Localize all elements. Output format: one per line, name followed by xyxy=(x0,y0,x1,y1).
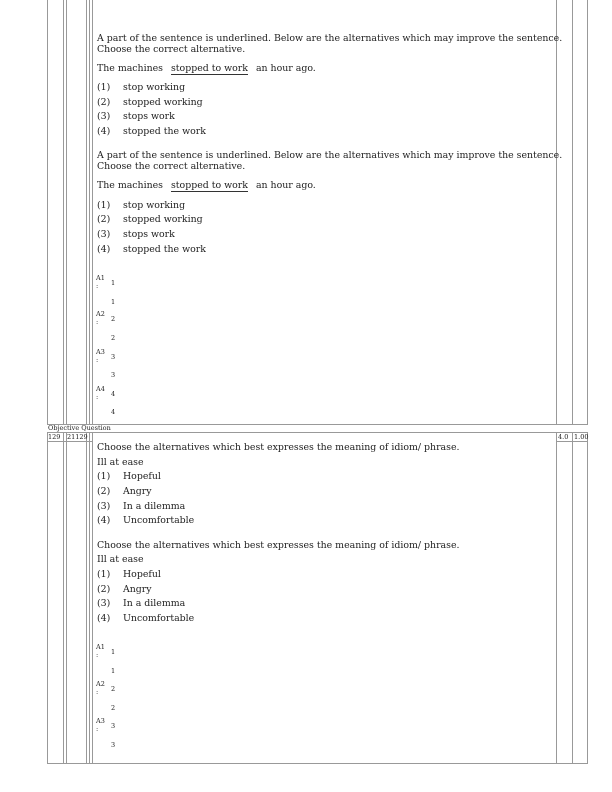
option: (4) stopped the work xyxy=(97,244,206,255)
instruction-line: Choose the alternatives which best expresses the meaning of idiom/ phrase. xyxy=(97,442,460,453)
answer-value: 2 xyxy=(111,315,116,323)
answer-value: 3 xyxy=(111,353,116,361)
answer-label: A1 xyxy=(96,274,105,282)
instruction-line: A part of the sentence is underlined. Below are the alternatives which may improve the sentence. xyxy=(97,150,563,161)
answer-colon: : xyxy=(96,318,99,326)
instruction-line: Choose the correct alternative. xyxy=(97,44,246,55)
option: (2) Angry xyxy=(97,486,152,497)
answer-colon: : xyxy=(96,725,99,733)
sentence-after: an hour ago. xyxy=(255,180,316,191)
answer-colon: : xyxy=(96,356,99,364)
answer-colon: : xyxy=(96,282,99,290)
option: (1) stop working xyxy=(97,200,186,211)
answer-value: 3 xyxy=(111,741,116,749)
negative-marks: 1.00 xyxy=(574,433,589,441)
answer-value: 4 xyxy=(111,390,116,398)
idiom-phrase: Ill at ease xyxy=(97,554,144,565)
section-label: Objective Question xyxy=(48,424,111,432)
marks: 4.0 xyxy=(558,433,569,441)
answer-value: 4 xyxy=(111,408,116,416)
sentence-before: The machines xyxy=(97,63,163,74)
option: (1) Hopeful xyxy=(97,471,161,482)
answer-value: 1 xyxy=(111,279,116,287)
answer-colon: : xyxy=(96,688,99,696)
question-number: 129 xyxy=(48,433,61,441)
question-sentence xyxy=(97,63,316,75)
option: (3) stops work xyxy=(97,111,175,122)
sentence-before: The machines xyxy=(97,180,163,191)
option: (2) stopped working xyxy=(97,97,203,108)
instruction-line: Choose the correct alternative. xyxy=(97,161,246,172)
answer-colon: : xyxy=(96,651,99,659)
instruction-line: A part of the sentence is underlined. Below are the alternatives which may improve the sentence. xyxy=(97,33,563,44)
answer-value: 1 xyxy=(111,648,116,656)
answer-value: 1 xyxy=(111,298,116,306)
sentence-after: an hour ago. xyxy=(255,63,316,74)
answer-value: 3 xyxy=(111,722,116,730)
answer-value: 2 xyxy=(111,685,116,693)
sentence-underlined: stopped to work xyxy=(170,63,248,74)
answer-value: 2 xyxy=(111,334,116,342)
option: (2) stopped working xyxy=(97,214,203,225)
option: (3) stops work xyxy=(97,229,175,240)
answer-label: A2 xyxy=(96,310,105,318)
sentence-underlined: stopped to work xyxy=(170,180,248,191)
instruction-line: Choose the alternatives which best expresses the meaning of idiom/ phrase. xyxy=(97,540,460,551)
answer-value: 2 xyxy=(111,704,116,712)
option: (1) Hopeful xyxy=(97,569,161,580)
option: (4) Uncomfortable xyxy=(97,613,195,624)
answer-value: 3 xyxy=(111,371,116,379)
answer-label: A3 xyxy=(96,717,105,725)
answer-colon: : xyxy=(96,393,99,401)
option: (3) In a dilemma xyxy=(97,501,186,512)
answer-value: 1 xyxy=(111,667,116,675)
option: (4) Uncomfortable xyxy=(97,515,195,526)
answer-label: A2 xyxy=(96,680,105,688)
question-id: 21129 xyxy=(67,433,88,441)
idiom-phrase: Ill at ease xyxy=(97,457,144,468)
option: (1) stop working xyxy=(97,82,186,93)
option: (4) stopped the work xyxy=(97,126,206,137)
answer-label: A4 xyxy=(96,385,105,393)
question-sentence xyxy=(97,180,316,192)
option: (3) In a dilemma xyxy=(97,598,186,609)
option: (2) Angry xyxy=(97,584,152,595)
answer-label: A1 xyxy=(96,643,105,651)
answer-label: A3 xyxy=(96,348,105,356)
